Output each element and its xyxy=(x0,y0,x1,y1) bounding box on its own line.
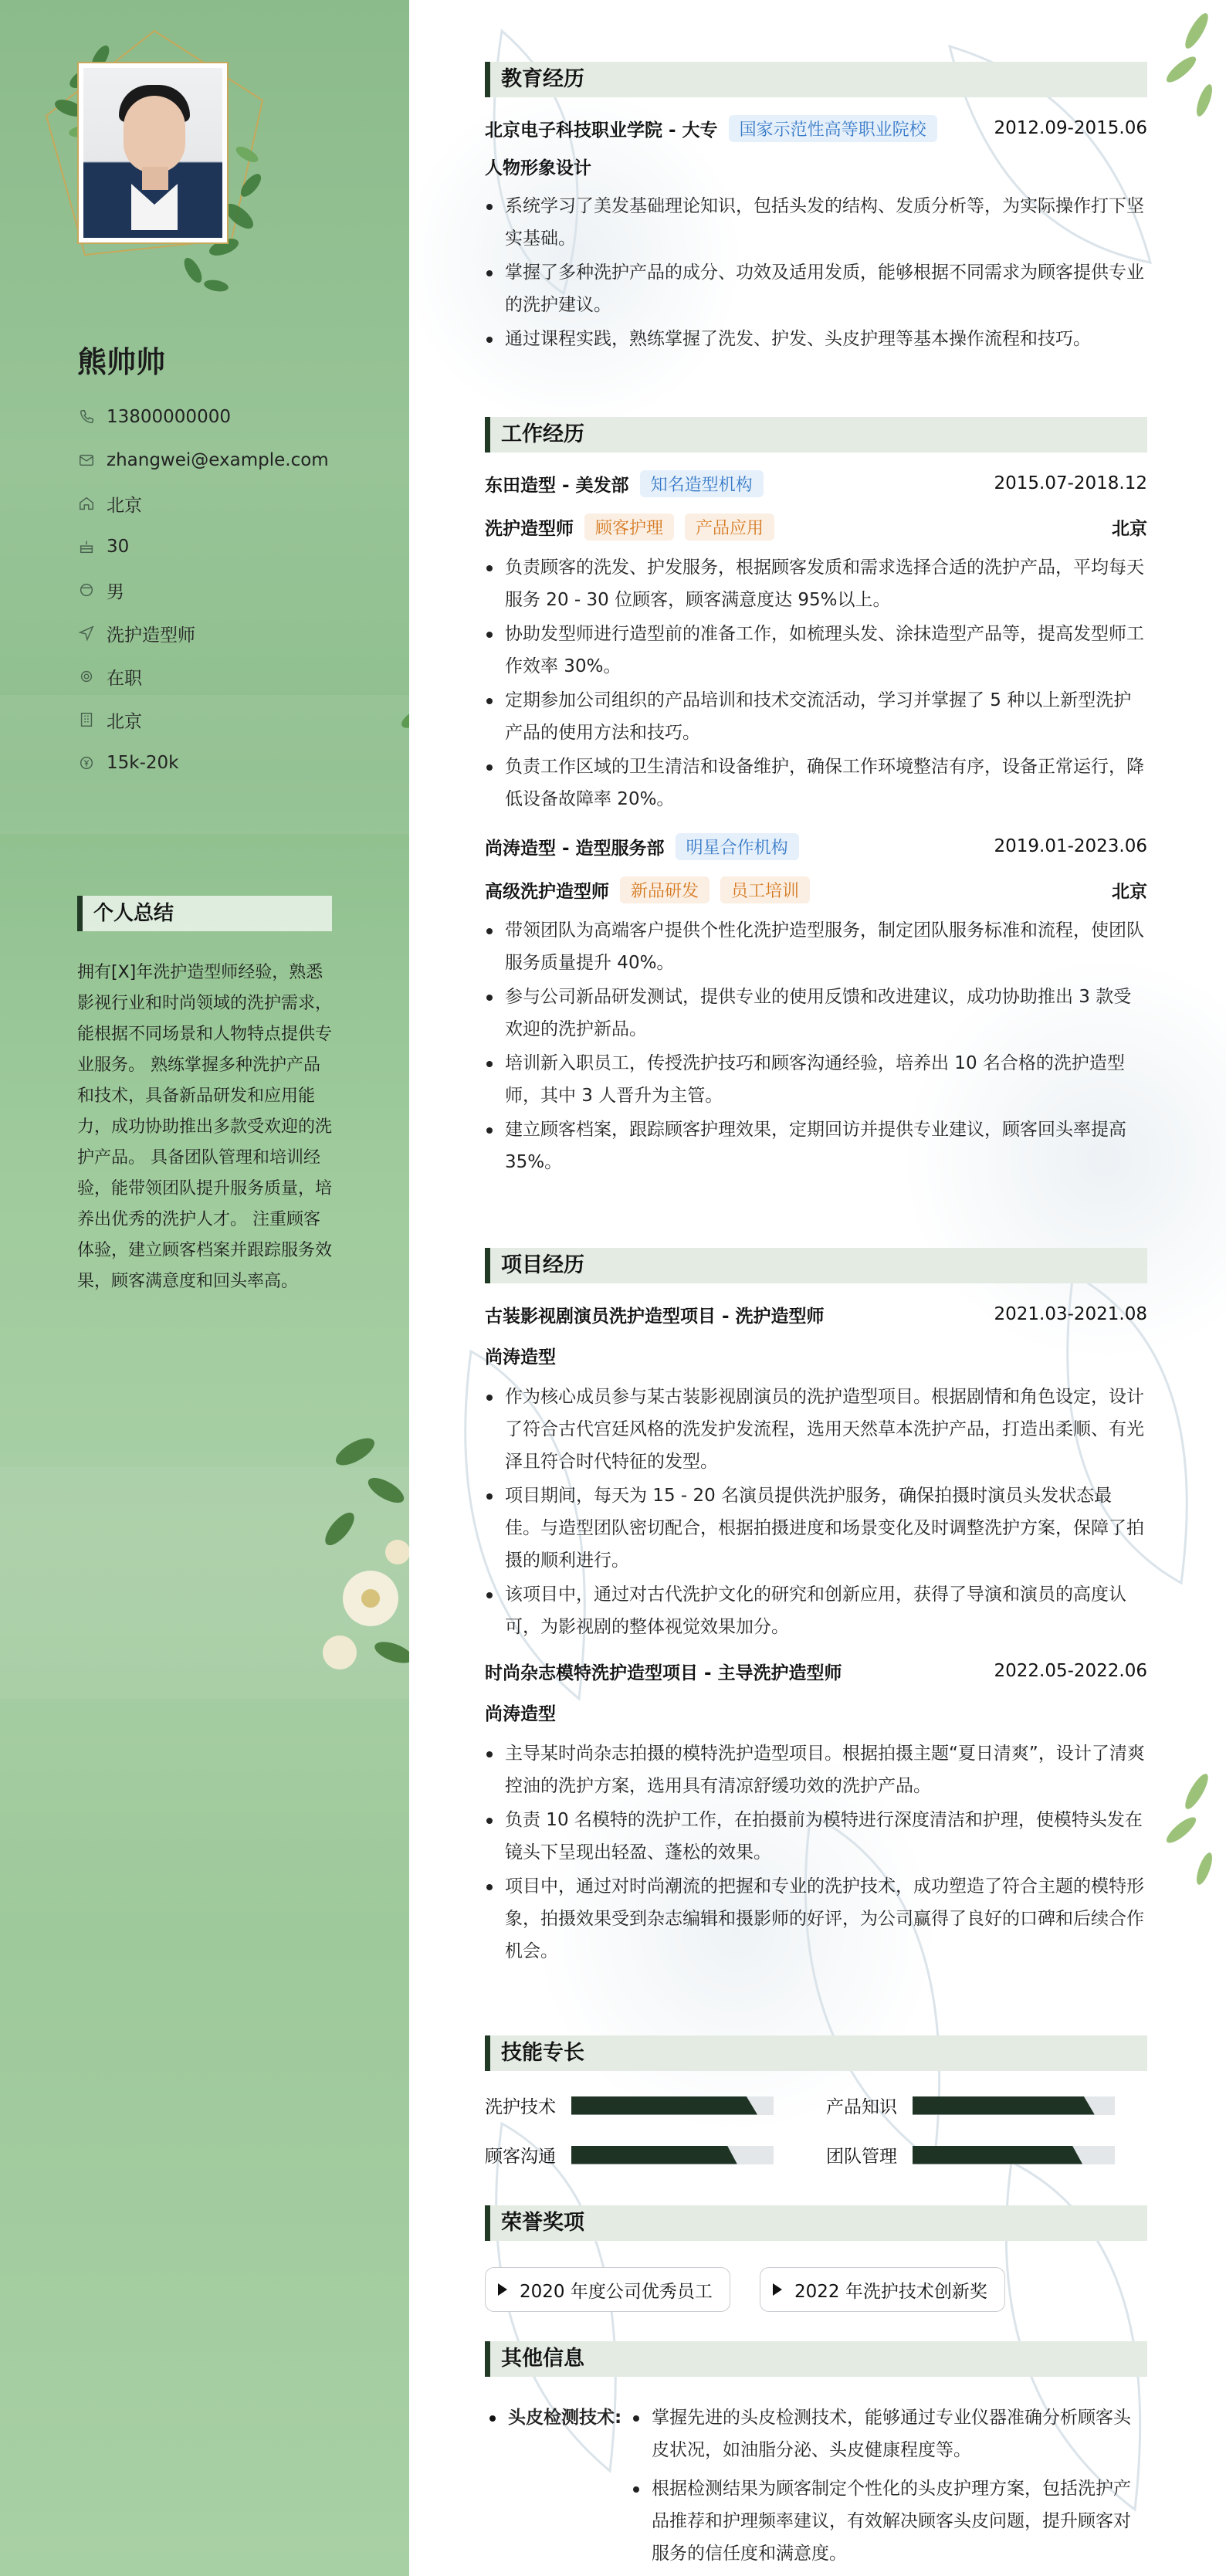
projects-section xyxy=(485,1248,1147,1969)
contact-gender xyxy=(77,568,329,612)
job-bullets xyxy=(485,551,1147,815)
list-item: 该项目中，通过对古代洗护文化的研究和创新应用，获得了导演和演员的高度认可，为影视剧的整体视觉效果加分。 xyxy=(485,1578,1147,1643)
skill-item xyxy=(485,2093,774,2118)
education-header xyxy=(485,111,1147,145)
project-org: 尚涛造型 xyxy=(485,1704,556,1724)
education-period: 2012.09-2015.06 xyxy=(994,118,1147,138)
list-item: 负责顾客的洗发、护发服务，根据顾客发质和需求选择合适的洗护产品，平均每天服务 20 - 30 位顾客，顾客满意度达 95%以上。 xyxy=(485,551,1147,616)
skill-label: 产品知识 xyxy=(826,2097,897,2117)
skill-tag: 新品研发 xyxy=(620,876,710,903)
contact-value: 13800000000 xyxy=(107,407,231,427)
section-title: 其他信息 xyxy=(485,2341,1147,2377)
other-section xyxy=(485,2341,1147,2377)
leaf-corner-icon xyxy=(1150,1745,1226,1900)
home-icon xyxy=(77,494,96,513)
profile-name: 熊帅帅 xyxy=(77,345,166,379)
contact-value: zhangwei@example.com xyxy=(107,450,329,470)
list-item: 主导某时尚杂志拍摄的模特洗护造型项目。根据拍摄主题“夏日清爽”，设计了清爽控油的洗护方案，选用具有清凉舒缓功效的洗护产品。 xyxy=(485,1737,1147,1802)
job-position: 高级洗护造型师 xyxy=(485,881,609,902)
job-period: 2015.07-2018.12 xyxy=(994,473,1147,493)
job-position: 洗护造型师 xyxy=(485,518,574,539)
leaf-icon xyxy=(401,695,409,741)
company-tag: 知名造型机构 xyxy=(640,470,764,497)
skill-label: 团队管理 xyxy=(826,2147,897,2167)
award-label: 2022 年洗护技术创新奖 xyxy=(794,2281,987,2302)
award-item xyxy=(485,2267,730,2312)
avatar xyxy=(77,62,229,244)
project-name: 古装影视剧演员洗护造型项目 - 洗护造型师 xyxy=(485,1306,825,1327)
building-icon xyxy=(77,710,96,729)
summary-title: 个人总结 xyxy=(77,896,332,931)
section-title: 项目经历 xyxy=(485,1248,1147,1283)
list-item: 定期参加公司组织的产品培训和技术交流活动，学习并掌握了 5 种以上新型洗护产品的使用方法和技巧。 xyxy=(485,684,1147,749)
project-period: 2022.05-2022.06 xyxy=(994,1661,1147,1681)
section-title: 技能专长 xyxy=(485,2035,1147,2071)
project-org: 尚涛造型 xyxy=(485,1347,556,1368)
skill-tag: 顾客护理 xyxy=(584,514,674,541)
skill-label: 洗护技术 xyxy=(485,2097,556,2117)
skill-bar xyxy=(913,2096,1115,2115)
skill-bar-fill xyxy=(913,2096,1095,2115)
section-title: 教育经历 xyxy=(485,62,1147,97)
honors-section xyxy=(485,2205,1147,2241)
other-bullets xyxy=(632,2401,1147,2576)
project-bullets xyxy=(485,1381,1147,1643)
contact-age xyxy=(77,525,329,568)
contact-value: 30 xyxy=(107,537,130,557)
major: 人物形象设计 xyxy=(485,158,591,178)
contact-salary xyxy=(77,741,329,785)
other-info xyxy=(485,2401,1147,2571)
skills-grid xyxy=(485,2093,1147,2185)
mail-icon xyxy=(77,451,96,469)
project-name: 时尚杂志模特洗护造型项目 - 主导洗护造型师 xyxy=(485,1663,842,1683)
list-item: 根据检测结果为顾客制定个性化的头皮护理方案，包括洗护产品推荐和护理频率建议，有效解决顾客头皮问题，提升顾客对服务的信任度和满意度。 xyxy=(632,2473,1147,2570)
list-item: 掌握先进的头皮检测技术，能够通过专业仪器准确分析顾客头皮状况，如油脂分泌、头皮健康程度等。 xyxy=(632,2401,1147,2466)
education-section xyxy=(485,62,1147,357)
job-header xyxy=(485,829,1147,863)
phone-icon xyxy=(77,408,96,426)
skill-tag: 产品应用 xyxy=(685,514,774,541)
skill-bar xyxy=(913,2146,1115,2164)
school-tag: 国家示范性高等职业院校 xyxy=(729,115,937,142)
triangle-icon xyxy=(773,2283,782,2296)
work-section xyxy=(485,417,1147,1180)
skill-bar-fill xyxy=(571,2096,757,2115)
project-header xyxy=(485,1654,1147,1688)
contact-position xyxy=(77,612,329,655)
list-item: 培训新入职员工，传授洗护技巧和顾客沟通经验，培养出 10 名合格的洗护造型师，其中 3 人晋升为主管。 xyxy=(485,1047,1147,1112)
award-label: 2020 年度公司优秀员工 xyxy=(520,2281,713,2302)
contact-city xyxy=(77,698,329,741)
school-name: 北京电子科技职业学院 - 大专 xyxy=(485,120,718,141)
leaf-corner-icon xyxy=(1150,0,1226,139)
status-icon xyxy=(77,667,96,686)
skill-item xyxy=(485,2142,774,2168)
skill-bar xyxy=(571,2096,774,2115)
skill-item xyxy=(826,2093,1115,2118)
list-item: 负责 10 名模特的洗护工作，在拍摄前为模特进行深度清洁和护理，使模特头发在镜头下呈现出轻盈、蓬松的效果。 xyxy=(485,1804,1147,1869)
salary-icon xyxy=(77,754,96,772)
job-bullets xyxy=(485,914,1147,1178)
list-item: 参与公司新品研发测试，提供专业的使用反馈和改进建议，成功协助推出 3 款受欢迎的洗护新品。 xyxy=(485,981,1147,1046)
project-period: 2021.03-2021.08 xyxy=(994,1304,1147,1324)
list-item: 项目期间，每天为 15 - 20 名演员提供洗护服务，确保拍摄时演员头发状态最佳。与造型团队密切配合，根据拍摄进度和场景变化及时调整洗护方案，保障了拍摄的顺利进行。 xyxy=(485,1480,1147,1577)
sidebar xyxy=(0,0,409,2576)
section-title: 工作经历 xyxy=(485,417,1147,452)
list-item: 系统学习了美发基础理论知识，包括头发的结构、发质分析等，为实际操作打下坚实基础。 xyxy=(485,190,1147,255)
skill-label: 顾客沟通 xyxy=(485,2147,556,2167)
skill-bar-fill xyxy=(571,2146,737,2164)
list-item: 掌握了多种洗护产品的成分、功效及适用发质，能够根据不同需求为顾客提供专业的洗护建议。 xyxy=(485,256,1147,321)
list-item: 建立顾客档案，跟踪顾客护理效果，定期回访并提供专业建议，顾客回头率提高 35%。 xyxy=(485,1113,1147,1178)
job-position-row xyxy=(485,873,1147,907)
main-content xyxy=(409,0,1226,2576)
summary-text: 拥有[X]年洗护造型师经验，熟悉影视行业和时尚领域的洗护需求，能根据不同场景和人物特点提供专业服务。 熟练掌握多种洗护产品和技术，具备新品研发和应用能力，成功协助推出多款受欢迎的洗护产品。 具备团队管理和培训经验，能带领团队提升服务质量，培养出优秀的洗护人才。 注重顾客体验，建立顾客档案并跟踪服务效果，顾客满意度和回头率高。 xyxy=(77,963,333,1291)
contact-value: 洗护造型师 xyxy=(107,625,195,646)
list-item: 协助发型师进行造型前的准备工作，如梳理头发、涂抹造型产品等，提高发型师工作效率 30%。 xyxy=(485,618,1147,683)
contact-location xyxy=(77,482,329,525)
list-item: 带领团队为高端客户提供个性化洗护造型服务，制定团队服务标准和流程，使团队服务质量提升 40%。 xyxy=(485,914,1147,979)
list-item: 负责工作区域的卫生清洁和设备维护，确保工作环境整洁有序，设备正常运行，降低设备故障率 20%。 xyxy=(485,751,1147,815)
contact-list xyxy=(77,395,329,785)
company-name: 东田造型 - 美发部 xyxy=(485,475,629,496)
contact-status xyxy=(77,655,329,698)
skills-section xyxy=(485,2035,1147,2071)
contact-phone xyxy=(77,395,329,439)
job-location: 北京 xyxy=(1112,881,1147,902)
section-title: 荣誉奖项 xyxy=(485,2205,1147,2241)
contact-value: 在职 xyxy=(107,668,142,689)
skill-tag: 员工培训 xyxy=(720,876,810,903)
job-location: 北京 xyxy=(1112,518,1147,539)
profile-photo xyxy=(83,68,222,238)
skill-bar-fill xyxy=(913,2146,1082,2164)
flower-decoration-icon xyxy=(309,1421,409,1683)
send-icon xyxy=(77,624,96,642)
education-bullets xyxy=(485,190,1147,355)
cake-icon xyxy=(77,537,96,556)
contact-email xyxy=(77,439,329,482)
job-header xyxy=(485,466,1147,500)
list-item: 作为核心成员参与某古装影视剧演员的洗护造型项目。根据剧情和角色设定，设计了符合古代宫廷风格的洗发护发流程，选用天然草本洗护产品，打造出柔顺、有光泽且符合时代特征的发型。 xyxy=(485,1381,1147,1478)
project-header xyxy=(485,1297,1147,1331)
list-item: 通过课程实践，熟练掌握了洗发、护发、头皮护理等基本操作流程和技巧。 xyxy=(485,323,1147,355)
gender-icon xyxy=(77,581,96,599)
contact-value: 15k-20k xyxy=(107,753,179,773)
job-period: 2019.01-2023.06 xyxy=(994,836,1147,856)
contact-value: 男 xyxy=(107,581,124,602)
company-name: 尚涛造型 - 造型服务部 xyxy=(485,838,665,859)
job-position-row xyxy=(485,510,1147,544)
award-item xyxy=(760,2267,1005,2312)
other-label: 头皮检测技术: xyxy=(485,2401,621,2434)
triangle-icon xyxy=(498,2283,507,2296)
skill-bar xyxy=(571,2146,774,2164)
contact-value: 北京 xyxy=(107,711,142,732)
company-tag: 明星合作机构 xyxy=(676,833,799,860)
skill-item xyxy=(826,2142,1115,2168)
contact-value: 北京 xyxy=(107,495,142,516)
project-bullets xyxy=(485,1737,1147,1968)
list-item: 项目中，通过对时尚潮流的把握和专业的洗护技术，成功塑造了符合主题的模特形象，拍摄效果受到杂志编辑和摄影师的好评，为公司赢得了良好的口碑和后续合作机会。 xyxy=(485,1870,1147,1968)
